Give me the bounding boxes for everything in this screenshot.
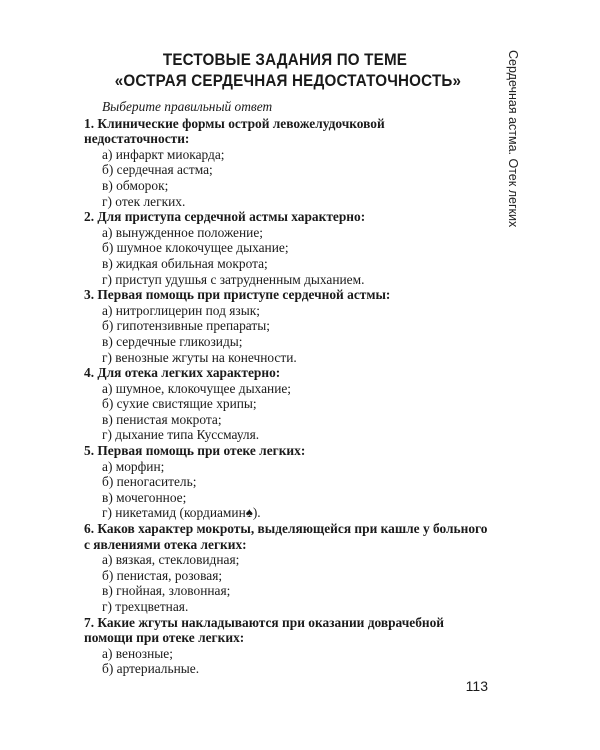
answer-option: б) гипотензивные препараты;	[102, 318, 270, 334]
question-block	[84, 116, 488, 210]
title-line-2: «ОСТРАЯ СЕРДЕЧНАЯ НЕДОСТАТОЧНОСТЬ»	[114, 72, 462, 90]
answer-option: а) нитроглицерин под язык;	[102, 302, 260, 318]
question-text: 2. Для приступа сердечной астмы характерно:	[84, 209, 366, 225]
answer-option: в) гнойная, зловонная;	[102, 583, 231, 599]
answer-option: г) приступ удушья с затрудненным дыханием.	[102, 271, 365, 287]
answer-option: в) мочегонное;	[102, 489, 187, 505]
answer-option: а) морфин;	[102, 458, 165, 474]
answer-option: а) шумное, клокочущее дыхание;	[102, 380, 292, 396]
question-block	[84, 365, 488, 443]
question-text: 5. Первая помощь при отеке легких:	[84, 443, 306, 459]
answer-option: б) шумное клокочущее дыхание;	[102, 240, 289, 256]
answer-option: г) венозные жгуты на конечности.	[102, 349, 297, 365]
answer-option: в) пенистая мокрота;	[102, 411, 222, 427]
question-block	[84, 615, 488, 677]
answer-option: г) дыхание типа Куссмауля.	[102, 427, 260, 443]
question-block	[84, 521, 488, 615]
question-text: 4. Для отека легких характерно:	[84, 365, 281, 381]
page-number: 113	[465, 678, 488, 694]
test-content	[84, 99, 488, 677]
answer-option: а) инфаркт миокарда;	[102, 146, 225, 162]
title-line-1: ТЕСТОВЫЕ ЗАДАНИЯ ПО ТЕМЕ	[162, 51, 408, 69]
answer-option: г) отек легких.	[102, 193, 186, 209]
question-text: 7. Какие жгуты накладываются при оказании доврачебной помощи при отеке легких:	[84, 614, 445, 646]
question-block	[84, 443, 488, 521]
answer-option: б) сухие свистящие хрипы;	[102, 396, 257, 412]
answer-option: в) обморок;	[102, 177, 169, 193]
answer-option: а) венозные;	[102, 645, 173, 661]
answer-option: а) вязкая, стекловидная;	[102, 552, 240, 568]
question-text: 3. Первая помощь при приступе сердечной астмы:	[84, 287, 391, 303]
question-block	[84, 287, 488, 365]
running-header: Сердечная астма. Отек легких	[506, 50, 520, 228]
instruction-text: Выберите правильный ответ	[102, 99, 273, 114]
answer-option: б) пеногаситель;	[102, 474, 197, 490]
answer-option: б) артериальные.	[102, 661, 200, 677]
question-text: 1. Клинические формы острой левожелудочковой недостаточности:	[84, 115, 385, 147]
answer-option: б) пенистая, розовая;	[102, 567, 223, 583]
question-text: 6. Каков характер мокроты, выделяющейся при кашле у больного с явлениями отека легких:	[84, 521, 488, 552]
question-block	[84, 209, 488, 287]
answer-option: б) сердечная астма;	[102, 162, 213, 178]
answer-option: в) жидкая обильная мокрота;	[102, 255, 268, 271]
page-title	[114, 50, 462, 92]
answer-option: г) никетамид (кордиамин♠).	[102, 505, 261, 521]
answer-option: в) сердечные гликозиды;	[102, 333, 243, 349]
answer-option: г) трехцветная.	[102, 599, 189, 614]
answer-option: а) вынужденное положение;	[102, 224, 263, 240]
